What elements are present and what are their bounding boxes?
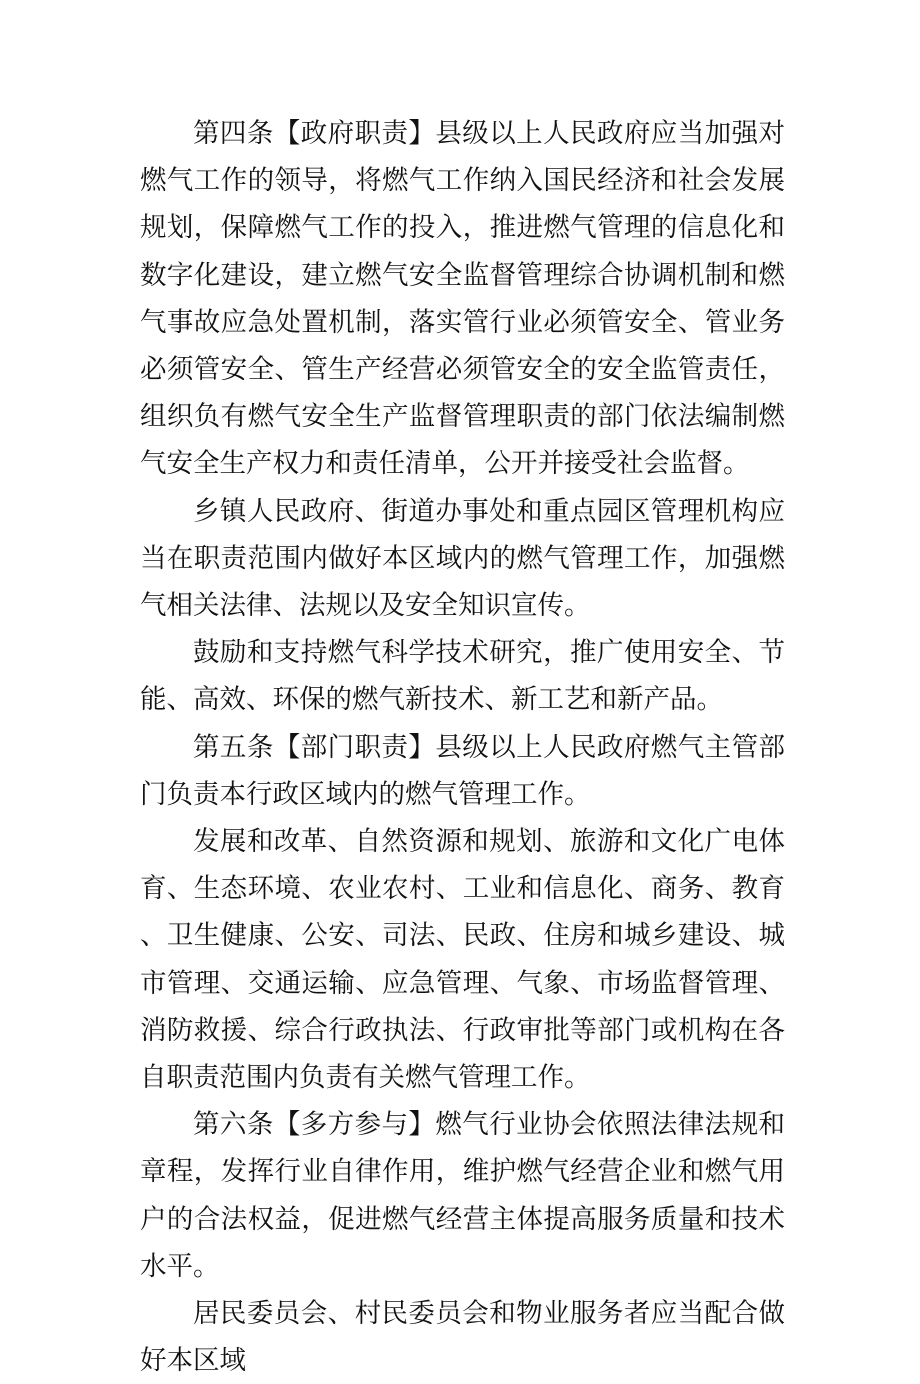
paragraph-township-duties: 乡镇人民政府、街道办事处和重点园区管理机构应当在职责范围内做好本区域内的燃气管理工作，加强燃气相关法律、法规以及安全知识宣传。	[140, 495, 785, 622]
paragraph-technology-support: 鼓励和支持燃气科学技术研究，推广使用安全、节能、高效、环保的燃气新技术、新工艺和新产品。	[140, 637, 785, 716]
paragraph-committees: 居民委员会、村民委员会和物业服务者应当配合做好本区域	[140, 1298, 785, 1377]
document-body	[140, 110, 785, 1384]
paragraph-department-list: 发展和改革、自然资源和规划、旅游和文化广电体育、生态环境、农业农村、工业和信息化、商务、教育、卫生健康、公安、司法、民政、住房和城乡建设、城市管理、交通运输、应急管理、气象、市场监督管理、消防救援、综合行政执法、行政审批等部门或机构在各自职责范围内负责有关燃气管理工作。	[140, 826, 785, 1094]
paragraph-article-5: 第五条【部门职责】县级以上人民政府燃气主管部门负责本行政区域内的燃气管理工作。	[140, 731, 785, 810]
paragraph-article-6: 第六条【多方参与】燃气行业协会依照法律法规和章程，发挥行业自律作用，维护燃气经营企业和燃气用户的合法权益，促进燃气经营主体提高服务质量和技术水平。	[140, 1109, 785, 1282]
paragraph-article-4: 第四条【政府职责】县级以上人民政府应当加强对燃气工作的领导，将燃气工作纳入国民经济和社会发展规划，保障燃气工作的投入，推进燃气管理的信息化和数字化建设，建立燃气安全监督管理综合协调机制和燃气事故应急处置机制，落实管行业必须管安全、管业务必须管安全、管生产经营必须管安全的安全监管责任，组织负有燃气安全生产监督管理职责的部门依法编制燃气安全生产权力和责任清单，公开并接受社会监督。	[140, 118, 785, 480]
